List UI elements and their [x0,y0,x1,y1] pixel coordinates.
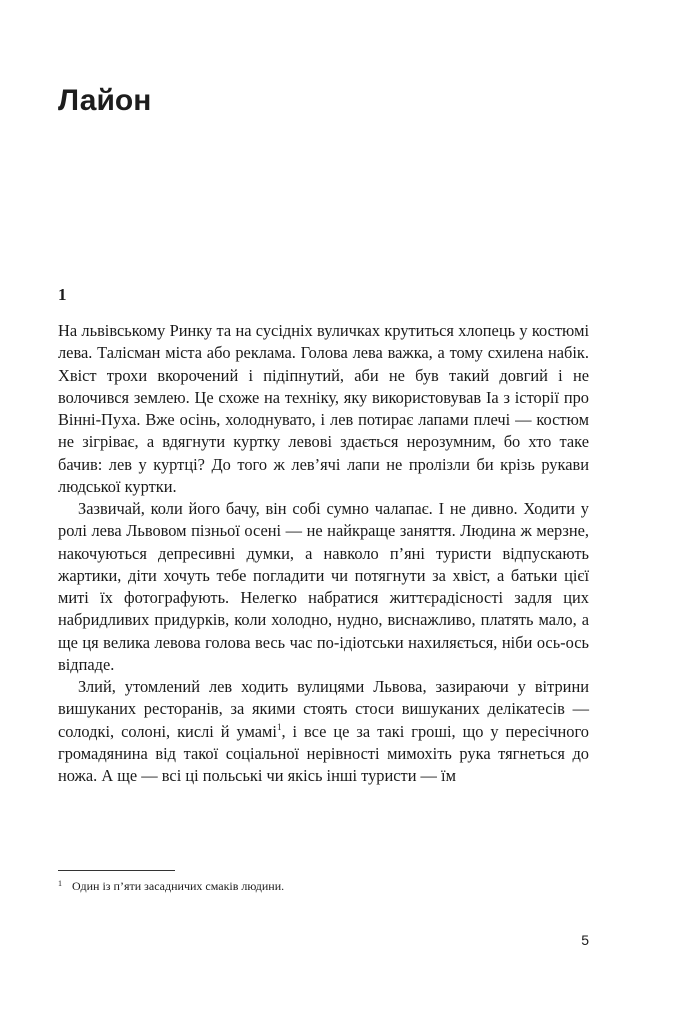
footnote-divider [58,870,175,871]
footnote [58,878,284,894]
body-text [58,320,589,787]
paragraph-1-text: На львівському Ринку та на сусідніх вуличках крутиться хлопець у костюмі лева. Талісман міста або реклама. Голова лева важка, а тому схилена набік. Хвіст трохи вкорочений і підіпнутий, аби не був такий довгий і не волочився землею. Це схоже на техніку, яку використовував Іа з історії про Вінні-Пуха. Вже осінь, холоднувато, і лев потирає лапами плечі — костюм не зігріває, а вдягнути куртку левові здається нерозумним, бо хто таке бачив: лев у куртці? До того ж лев’ячі лапи не пролізли би крізь рукави людської куртки. [58,321,589,496]
page-number: 5 [581,932,589,948]
paragraph-3-text-before: Злий, утомлений лев ходить вулицями Львова, зазираючи у вітрини вишуканих ресторанів, за якими стоять стоси вишуканих делікатесів — солодкі, солоні, кислі й умамі [58,677,589,741]
section-number: 1 [58,285,67,304]
paragraph-3-text-after: , і все це за такі гроші, що у пересічного громадянина від такої соціальної нерівності мимохіть рука тягнеться до ножа. А ще — всі ці польські чи якісь інші туристи — їм [58,721,589,785]
paragraph-3 [58,676,589,787]
paragraph-2 [58,498,589,676]
paragraph-2-text: Зазвичай, коли його бачу, він собі сумно чалапає. І не дивно. Ходити у ролі лева Львовом пізньої осені — не найкраще заняття. Людина ж мерзне, накочуються депресивні думки, а навколо п’яні туристи відпускають жартики, діти хочуть тебе погладити чи потягнути за хвіст, а батьки цієї миті їх фотографують. Нелегко набратися життєрадісності задля цих набридливих придурків, коли холодно, нудно, виснажливо, платять мало, а ще ця велика левова голова весь час по-ідіотськи нахиляється, ніби ось-ось відпаде. [58,499,589,674]
paragraph-1 [58,320,589,498]
footnote-text: Один із п’яти засадничих смаків людини. [72,879,285,893]
footnote-marker: 1 [58,879,62,888]
footnote-reference: 1 [276,721,282,732]
chapter-title: Лайон [58,84,152,117]
